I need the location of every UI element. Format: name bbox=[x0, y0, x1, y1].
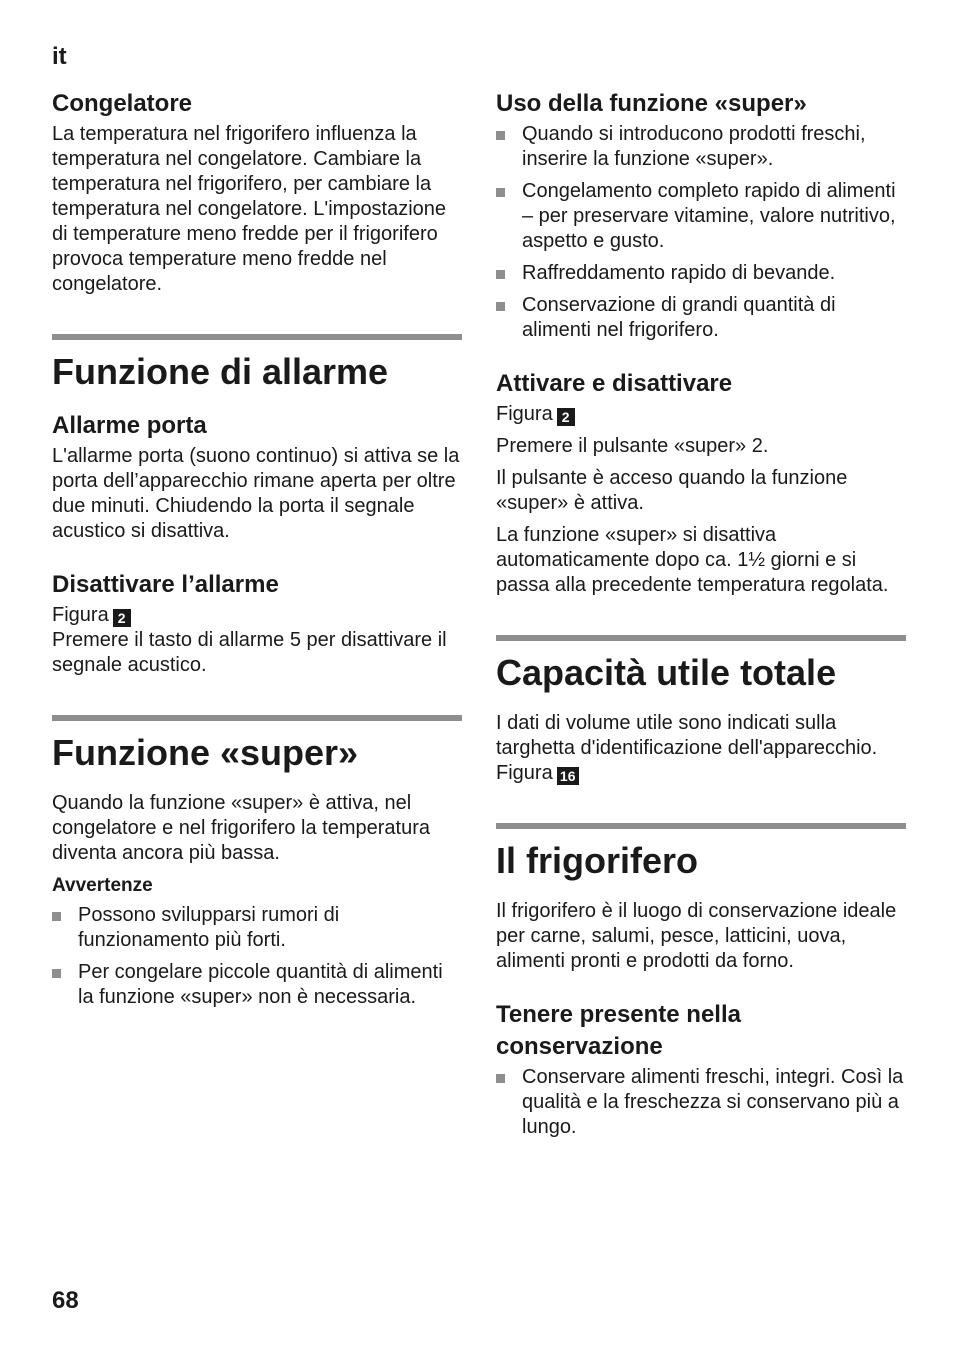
bullet-icon bbox=[52, 969, 61, 978]
avvertenze-heading: Avvertenze bbox=[52, 875, 153, 896]
section-divider bbox=[496, 635, 906, 641]
frigorifero-heading: Il frigorifero bbox=[496, 840, 699, 881]
attivare-text-2: Il pulsante è acceso quando la funzione «super» è attiva. bbox=[496, 467, 848, 514]
disattivare-allarme-heading: Disattivare l’allarme bbox=[52, 571, 279, 598]
bullet-icon bbox=[52, 912, 61, 921]
list-item: Quando si introducono prodotti freschi, inserire la funzione «super». bbox=[496, 122, 906, 172]
language-tag: it bbox=[52, 43, 67, 70]
list-item: Possono svilupparsi rumori di funzionamento più forti. bbox=[52, 903, 462, 953]
super-heading: Funzione «super» bbox=[52, 732, 359, 773]
left-column bbox=[52, 88, 462, 1017]
congelatore-text: La temperatura nel frigorifero influenza la temperatura nel congelatore. Cambiare la temperatura nel frigorifero, per cambiare la temperatura nel congelatore. L'impostazione di temperature meno fredde per il frigorifero provoca temperature meno fredde nel congelatore. bbox=[52, 123, 447, 295]
list-item: Congelamento completo rapido di alimenti – per preservare vitamine, valore nutritivo, aspetto e gusto. bbox=[496, 179, 906, 254]
tenere-presente-heading: Tenere presente nella conservazione bbox=[496, 1001, 741, 1060]
avvertenze-list bbox=[52, 903, 462, 1010]
super-text: Quando la funzione «super» è attiva, nel congelatore e nel frigorifero la temperatura diventa ancora più bassa. bbox=[52, 792, 430, 864]
allarme-porta-text: L'allarme porta (suono continuo) si attiva se la porta dell’apparecchio rimane aperta per oltre due minuti. Chiudendo la porta il segnale acustico si disattiva. bbox=[52, 445, 460, 542]
right-column bbox=[496, 88, 906, 1147]
list-item: Raffreddamento rapido di bevande. bbox=[496, 261, 906, 286]
uso-super-list bbox=[496, 122, 906, 343]
bullet-icon bbox=[496, 1074, 505, 1083]
allarme-heading: Funzione di allarme bbox=[52, 351, 389, 392]
allarme-porta-heading: Allarme porta bbox=[52, 412, 207, 439]
uso-super-heading: Uso della funzione «super» bbox=[496, 90, 807, 117]
tenere-presente-list bbox=[496, 1065, 906, 1140]
disattivare-allarme-text: Premere il tasto di allarme 5 per disattivare il segnale acustico. bbox=[52, 629, 447, 676]
capacita-text: I dati di volume utile sono indicati sulla targhetta d'identificazione dell'apparecchio. Figura 16 bbox=[496, 712, 878, 784]
attivare-heading: Attivare e disattivare bbox=[496, 370, 733, 397]
attivare-text-3: La funzione «super» si disattiva automaticamente dopo ca. 1½ giorni e si passa alla precedente temperatura regolata. bbox=[496, 524, 889, 596]
figure-number-badge: 2 bbox=[557, 408, 575, 426]
bullet-icon bbox=[496, 302, 505, 311]
figura-reference: Figura 2 bbox=[52, 603, 462, 628]
section-divider bbox=[52, 334, 462, 340]
section-divider bbox=[496, 823, 906, 829]
bullet-icon bbox=[496, 188, 505, 197]
figure-number-badge: 2 bbox=[113, 609, 131, 627]
congelatore-heading: Congelatore bbox=[52, 90, 193, 117]
list-item: Conservare alimenti freschi, integri. Così la qualità e la freschezza si conservano più a lungo. bbox=[496, 1065, 906, 1140]
list-item: Per congelare piccole quantità di alimenti la funzione «super» non è necessaria. bbox=[52, 960, 462, 1010]
list-item: Conservazione di grandi quantità di alimenti nel frigorifero. bbox=[496, 293, 906, 343]
figure-number-badge: 16 bbox=[557, 767, 579, 785]
frigorifero-text: Il frigorifero è il luogo di conservazione ideale per carne, salumi, pesce, latticini, uova, alimenti pronti e prodotti da forno. bbox=[496, 900, 897, 972]
capacita-heading: Capacità utile totale bbox=[496, 652, 837, 693]
attivare-text-1: Premere il pulsante «super» 2. bbox=[496, 435, 769, 457]
page-number: 68 bbox=[52, 1287, 79, 1314]
bullet-icon bbox=[496, 131, 505, 140]
section-divider bbox=[52, 715, 462, 721]
figura-reference: Figura 2 bbox=[496, 402, 906, 427]
bullet-icon bbox=[496, 270, 505, 279]
